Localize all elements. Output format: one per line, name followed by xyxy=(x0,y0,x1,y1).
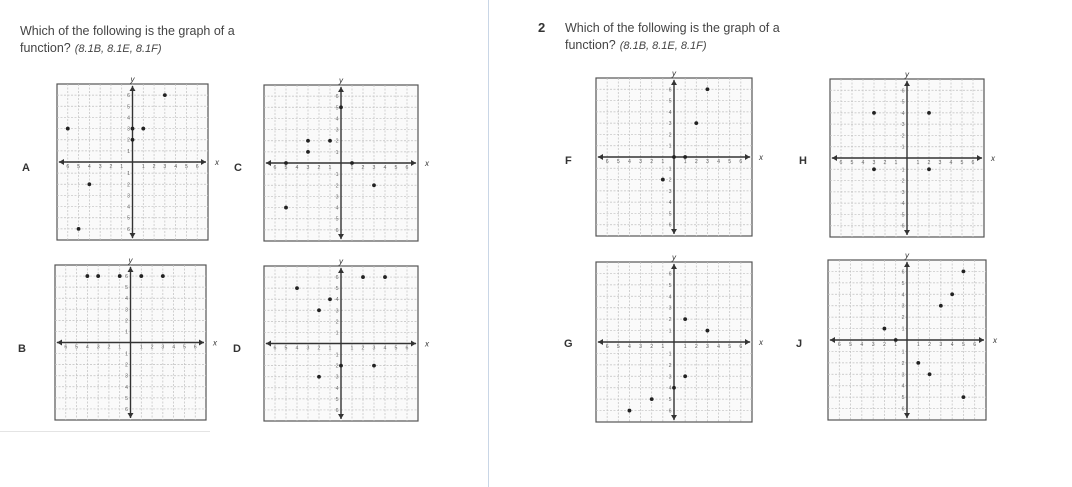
y-tick-label: 6 xyxy=(668,271,672,278)
bottom-rule xyxy=(0,431,210,432)
y-tick-label: 6 xyxy=(335,94,339,101)
standards-reference: (8.1B, 8.1E, 8.1F) xyxy=(74,43,162,55)
x-tick-label: 2 xyxy=(107,344,111,351)
y-tick-label: 5 xyxy=(901,280,905,287)
x-tick-label: 1 xyxy=(916,160,920,166)
y-axis-label: y xyxy=(128,256,133,265)
y-tick-label: 2 xyxy=(335,138,339,145)
y-tick-label: 5 xyxy=(127,215,130,222)
y-tick-label: 5 xyxy=(335,396,339,403)
y-tick-label: 4 xyxy=(668,109,672,116)
y-tick-label: 4 xyxy=(901,201,905,208)
data-point xyxy=(141,127,145,131)
y-tick-label: 3 xyxy=(125,373,128,380)
y-tick-label: 1 xyxy=(901,144,905,151)
x-tick-label: 1 xyxy=(350,345,354,352)
x-tick-label: 1 xyxy=(683,159,687,165)
question-1-panel xyxy=(0,0,488,487)
x-tick-label: 2 xyxy=(361,165,365,171)
question-text-line-2: function? xyxy=(20,41,71,55)
data-point xyxy=(950,292,954,296)
y-axis-label: y xyxy=(905,70,909,79)
x-tick-label: 4 xyxy=(87,164,91,170)
y-tick-label: 4 xyxy=(125,384,128,391)
y-tick-label: 3 xyxy=(335,194,339,201)
option-h-graph[interactable] xyxy=(828,69,995,239)
option-b-letter: B xyxy=(18,343,26,355)
data-point xyxy=(672,386,676,390)
y-tick-label: 3 xyxy=(901,122,905,129)
y-tick-label: 5 xyxy=(335,216,339,223)
x-tick-label: 2 xyxy=(882,342,886,348)
x-tick-label: 6 xyxy=(405,345,409,352)
y-tick-label: 2 xyxy=(668,177,672,184)
y-tick-label: 5 xyxy=(668,211,672,218)
x-tick-label: 3 xyxy=(871,342,875,348)
y-tick-label: 4 xyxy=(901,292,905,299)
data-point xyxy=(87,182,91,186)
x-tick-label: 4 xyxy=(85,344,89,351)
x-tick-label: 4 xyxy=(717,159,721,165)
y-tick-label: 3 xyxy=(125,307,128,314)
x-tick-label: 5 xyxy=(394,345,398,352)
option-g-letter: G xyxy=(564,338,573,350)
y-tick-label: 5 xyxy=(668,397,672,404)
x-tick-label: 3 xyxy=(96,344,100,351)
data-point xyxy=(372,364,376,368)
y-tick-label: 6 xyxy=(668,408,672,415)
x-tick-label: 5 xyxy=(728,344,732,350)
y-tick-label: 4 xyxy=(335,116,339,123)
y-tick-label: 4 xyxy=(668,385,672,392)
y-tick-label: 5 xyxy=(901,212,905,219)
x-tick-label: 4 xyxy=(295,345,299,352)
y-tick-label: 1 xyxy=(668,143,672,150)
x-tick-label: 6 xyxy=(273,345,277,352)
x-axis-label: x xyxy=(215,158,219,167)
y-tick-label: 1 xyxy=(335,330,339,337)
data-point xyxy=(962,395,966,399)
question-text xyxy=(20,23,235,58)
y-tick-label: 2 xyxy=(125,362,128,369)
y-tick-label: 5 xyxy=(127,104,130,111)
y-tick-label: 2 xyxy=(335,183,339,190)
x-tick-label: 3 xyxy=(939,342,943,348)
y-tick-label: 2 xyxy=(901,178,905,185)
option-a-letter: A xyxy=(22,162,30,174)
x-tick-label: 3 xyxy=(639,159,643,165)
y-tick-label: 3 xyxy=(668,188,672,195)
data-point xyxy=(163,93,167,97)
x-tick-label: 4 xyxy=(949,160,953,166)
y-tick-label: 1 xyxy=(668,166,672,173)
question-number: 2 xyxy=(538,20,546,35)
option-j-letter: J xyxy=(796,338,803,350)
data-point xyxy=(962,270,966,274)
data-point xyxy=(328,139,332,143)
option-a-graph[interactable] xyxy=(55,74,219,242)
x-tick-label: 6 xyxy=(739,159,743,165)
x-tick-label: 5 xyxy=(75,344,79,351)
y-tick-label: 6 xyxy=(901,406,905,413)
x-tick-label: 2 xyxy=(109,164,113,170)
y-tick-label: 4 xyxy=(901,110,905,117)
x-tick-label: 3 xyxy=(639,344,643,350)
x-tick-label: 1 xyxy=(120,164,124,170)
y-tick-label: 3 xyxy=(335,127,339,134)
y-axis-label: y xyxy=(672,69,676,78)
y-tick-label: 2 xyxy=(901,360,905,367)
y-tick-label: 1 xyxy=(901,326,905,333)
y-tick-label: 6 xyxy=(668,87,672,94)
x-tick-label: 1 xyxy=(328,345,332,352)
y-tick-label: 5 xyxy=(335,105,339,112)
data-point xyxy=(66,127,70,131)
data-point xyxy=(284,206,288,210)
x-tick-label: 5 xyxy=(182,344,186,351)
data-point xyxy=(339,364,343,368)
x-tick-label: 5 xyxy=(728,159,732,165)
data-point xyxy=(295,286,299,290)
x-tick-label: 2 xyxy=(317,165,321,171)
x-tick-label: 6 xyxy=(66,164,70,170)
x-axis-label: x xyxy=(425,159,429,168)
data-point xyxy=(131,138,135,142)
y-tick-label: 3 xyxy=(127,126,130,133)
x-tick-label: 4 xyxy=(627,344,631,350)
x-tick-label: 5 xyxy=(284,345,288,352)
option-c-letter: C xyxy=(234,162,242,174)
x-tick-label: 1 xyxy=(350,165,354,171)
x-tick-label: 4 xyxy=(717,344,721,350)
x-tick-label: 4 xyxy=(383,165,387,171)
x-tick-label: 2 xyxy=(694,159,698,165)
x-tick-label: 2 xyxy=(150,344,154,351)
y-tick-label: 6 xyxy=(335,275,339,282)
x-tick-label: 5 xyxy=(616,159,620,165)
x-tick-label: 4 xyxy=(950,342,954,348)
x-tick-label: 3 xyxy=(872,160,876,166)
x-tick-label: 6 xyxy=(605,344,609,350)
x-tick-label: 3 xyxy=(98,164,102,170)
y-tick-label: 6 xyxy=(901,88,905,95)
y-tick-label: 3 xyxy=(668,121,672,128)
data-point xyxy=(77,227,81,231)
y-tick-label: 6 xyxy=(335,407,339,414)
y-tick-label: 5 xyxy=(901,395,905,402)
y-tick-label: 4 xyxy=(901,383,905,390)
x-tick-label: 6 xyxy=(971,160,975,166)
x-tick-label: 5 xyxy=(616,344,620,350)
data-point xyxy=(894,338,898,342)
data-point xyxy=(339,105,343,109)
x-tick-label: 5 xyxy=(961,342,965,348)
data-point xyxy=(317,375,321,379)
y-tick-label: 1 xyxy=(901,167,905,174)
y-tick-label: 3 xyxy=(127,193,130,200)
x-tick-label: 2 xyxy=(650,159,654,165)
x-tick-label: 1 xyxy=(894,160,898,166)
y-tick-label: 6 xyxy=(668,222,672,229)
x-tick-label: 3 xyxy=(372,165,376,171)
data-point xyxy=(683,155,687,159)
x-axis-label: x xyxy=(993,336,997,345)
y-tick-label: 3 xyxy=(668,374,672,381)
x-tick-label: 4 xyxy=(860,342,864,348)
data-point xyxy=(85,274,89,278)
option-f-graph[interactable] xyxy=(594,68,763,238)
y-tick-label: 2 xyxy=(901,133,905,140)
y-tick-label: 3 xyxy=(901,189,905,196)
y-tick-label: 2 xyxy=(127,182,130,189)
data-point xyxy=(650,397,654,401)
x-tick-label: 4 xyxy=(295,165,299,171)
y-tick-label: 3 xyxy=(668,305,672,312)
data-point xyxy=(706,87,710,91)
y-tick-label: 2 xyxy=(668,132,672,139)
x-tick-label: 4 xyxy=(383,345,387,352)
option-j-graph[interactable] xyxy=(826,250,997,422)
y-tick-label: 5 xyxy=(668,98,672,105)
x-tick-label: 3 xyxy=(306,345,310,352)
data-point xyxy=(916,361,920,365)
data-point xyxy=(306,139,310,143)
x-tick-label: 1 xyxy=(118,344,122,351)
y-tick-label: 5 xyxy=(125,285,128,292)
data-point xyxy=(118,274,122,278)
x-tick-label: 3 xyxy=(938,160,942,166)
x-tick-label: 2 xyxy=(927,160,931,166)
y-tick-label: 6 xyxy=(125,406,128,413)
data-point xyxy=(883,327,887,331)
data-point xyxy=(683,317,687,321)
data-point xyxy=(139,274,143,278)
data-point xyxy=(383,275,387,279)
data-point xyxy=(694,121,698,125)
x-tick-label: 6 xyxy=(605,159,609,165)
y-tick-label: 4 xyxy=(335,205,339,212)
x-tick-label: 1 xyxy=(139,344,143,351)
question-text-line-1: Which of the following is the graph of a xyxy=(20,24,235,38)
x-tick-label: 1 xyxy=(141,164,145,170)
y-tick-label: 4 xyxy=(668,200,672,207)
x-tick-label: 3 xyxy=(372,345,376,352)
x-tick-label: 2 xyxy=(317,345,321,352)
x-axis-label: x xyxy=(759,338,763,347)
x-axis-label: x xyxy=(213,338,217,348)
x-tick-label: 6 xyxy=(973,342,977,348)
y-tick-label: 5 xyxy=(901,99,905,106)
x-tick-label: 5 xyxy=(960,160,964,166)
data-point xyxy=(284,161,288,165)
option-f-letter: F xyxy=(565,155,572,167)
data-point xyxy=(683,374,687,378)
y-tick-label: 4 xyxy=(127,204,130,211)
y-tick-label: 4 xyxy=(335,297,339,304)
data-point xyxy=(161,274,165,278)
data-point xyxy=(131,127,135,131)
x-tick-label: 5 xyxy=(184,164,188,170)
y-tick-label: 6 xyxy=(127,93,130,100)
y-tick-label: 5 xyxy=(125,395,128,402)
x-tick-label: 6 xyxy=(405,165,409,171)
data-point xyxy=(328,297,332,301)
y-tick-label: 3 xyxy=(901,372,905,379)
data-point xyxy=(628,409,632,413)
x-tick-label: 1 xyxy=(328,165,332,171)
data-point xyxy=(872,111,876,115)
data-point xyxy=(927,111,931,115)
x-axis-label: x xyxy=(991,154,995,163)
x-tick-label: 2 xyxy=(650,344,654,350)
y-tick-label: 3 xyxy=(335,308,339,315)
y-axis-label: y xyxy=(339,257,343,266)
x-tick-label: 6 xyxy=(193,344,197,351)
question-text-line-1: Which of the following is the graph of a xyxy=(565,21,780,35)
x-tick-label: 2 xyxy=(928,342,932,348)
x-tick-label: 6 xyxy=(195,164,199,170)
x-tick-label: 1 xyxy=(916,342,920,348)
y-tick-label: 1 xyxy=(668,328,672,335)
x-tick-label: 2 xyxy=(694,344,698,350)
data-point xyxy=(939,304,943,308)
y-tick-label: 1 xyxy=(125,329,128,336)
y-tick-label: 2 xyxy=(668,362,672,369)
data-point xyxy=(350,161,354,165)
x-tick-label: 2 xyxy=(883,160,887,166)
y-tick-label: 2 xyxy=(668,317,672,324)
data-point xyxy=(306,150,310,154)
y-axis-label: y xyxy=(905,251,909,260)
x-axis-label: x xyxy=(425,339,429,349)
x-tick-label: 6 xyxy=(839,160,843,166)
x-tick-label: 6 xyxy=(64,344,68,351)
data-point xyxy=(928,372,932,376)
x-tick-label: 5 xyxy=(394,165,398,171)
x-tick-label: 6 xyxy=(739,344,743,350)
question-text xyxy=(565,20,780,55)
x-tick-label: 1 xyxy=(683,344,687,350)
y-tick-label: 1 xyxy=(901,349,905,356)
data-point xyxy=(927,167,931,171)
x-tick-label: 6 xyxy=(837,342,841,348)
option-h-letter: H xyxy=(799,155,807,167)
option-b-graph[interactable] xyxy=(53,255,217,422)
data-point xyxy=(317,308,321,312)
y-tick-label: 1 xyxy=(335,352,339,359)
y-tick-label: 1 xyxy=(125,351,128,358)
y-tick-label: 6 xyxy=(335,227,339,234)
data-point xyxy=(706,329,710,333)
x-tick-label: 4 xyxy=(861,160,865,166)
option-g-graph[interactable] xyxy=(594,252,763,424)
y-tick-label: 4 xyxy=(127,115,130,122)
x-tick-label: 3 xyxy=(163,164,167,170)
y-tick-label: 4 xyxy=(335,385,339,392)
y-tick-label: 1 xyxy=(668,351,672,358)
y-tick-label: 6 xyxy=(125,274,128,281)
x-tick-label: 3 xyxy=(705,344,709,350)
y-tick-label: 3 xyxy=(335,374,339,381)
data-point xyxy=(872,167,876,171)
y-tick-label: 5 xyxy=(668,282,672,289)
x-tick-label: 1 xyxy=(661,159,665,165)
data-point xyxy=(372,183,376,187)
question-text-line-2: function? xyxy=(565,38,616,52)
x-tick-label: 5 xyxy=(850,160,854,166)
x-tick-label: 3 xyxy=(306,165,310,171)
x-tick-label: 6 xyxy=(273,165,277,171)
y-tick-label: 1 xyxy=(127,148,130,155)
x-tick-label: 4 xyxy=(174,164,178,170)
y-tick-label: 1 xyxy=(127,171,130,178)
data-point xyxy=(96,274,100,278)
x-tick-label: 1 xyxy=(894,342,898,348)
y-tick-label: 3 xyxy=(901,303,905,310)
option-d-letter: D xyxy=(233,343,241,355)
y-tick-label: 4 xyxy=(668,294,672,301)
y-tick-label: 4 xyxy=(125,296,128,303)
y-tick-label: 6 xyxy=(901,223,905,230)
y-tick-label: 2 xyxy=(901,315,905,322)
y-tick-label: 2 xyxy=(125,318,128,325)
x-tick-label: 4 xyxy=(627,159,631,165)
x-tick-label: 5 xyxy=(849,342,853,348)
x-tick-label: 1 xyxy=(661,344,665,350)
y-axis-label: y xyxy=(339,76,343,85)
option-c-graph[interactable] xyxy=(262,75,429,243)
y-tick-label: 1 xyxy=(335,149,339,156)
y-tick-label: 2 xyxy=(127,137,130,144)
data-point xyxy=(661,178,665,182)
question-2-panel xyxy=(489,0,1072,487)
y-tick-label: 6 xyxy=(127,226,130,233)
x-tick-label: 5 xyxy=(284,165,288,171)
y-tick-label: 6 xyxy=(901,269,905,276)
x-tick-label: 2 xyxy=(152,164,156,170)
y-tick-label: 1 xyxy=(335,172,339,179)
y-axis-label: y xyxy=(130,75,135,84)
data-point xyxy=(361,275,365,279)
x-tick-label: 5 xyxy=(77,164,81,170)
x-tick-label: 3 xyxy=(705,159,709,165)
data-point xyxy=(672,155,676,159)
x-tick-label: 2 xyxy=(361,345,365,352)
x-axis-label: x xyxy=(759,153,763,162)
option-d-graph[interactable] xyxy=(262,256,429,423)
y-tick-label: 2 xyxy=(335,319,339,326)
y-axis-label: y xyxy=(672,253,676,262)
x-tick-label: 3 xyxy=(161,344,165,351)
y-tick-label: 5 xyxy=(335,286,339,293)
x-tick-label: 4 xyxy=(172,344,176,351)
y-tick-label: 2 xyxy=(335,363,339,370)
standards-reference: (8.1B, 8.1E, 8.1F) xyxy=(619,40,707,52)
